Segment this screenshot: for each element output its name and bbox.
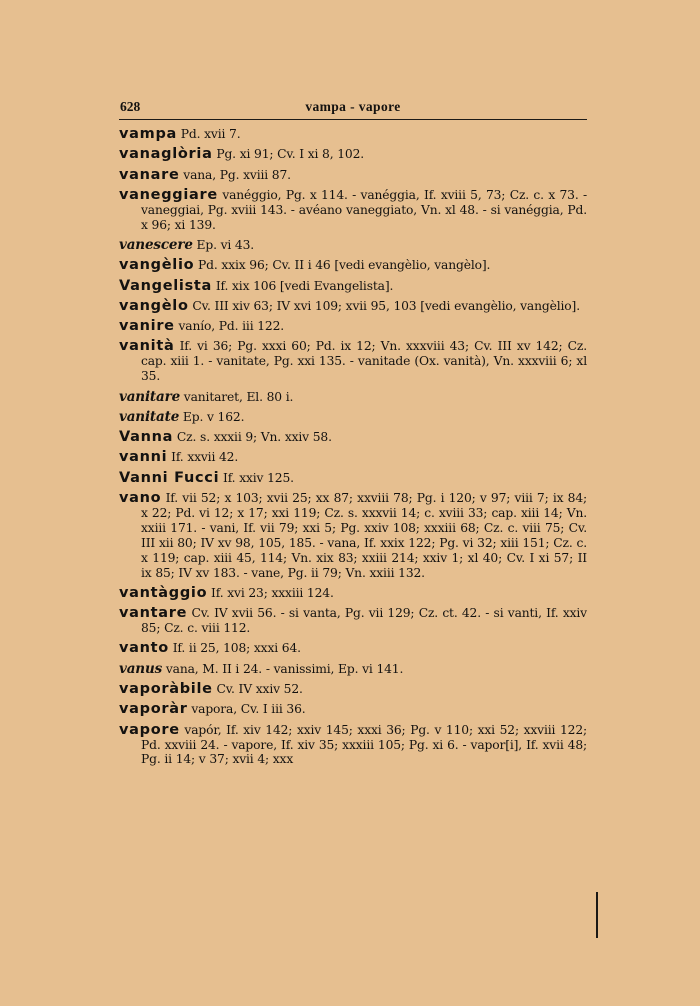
entry [119,641,587,656]
entry-references: Pg. xi 91; Cv. I xi 8, 102. [216,147,364,162]
entry-references: Pd. xvii 7. [180,127,241,141]
entry [119,147,587,162]
entry [119,682,587,697]
entry [119,723,587,768]
entry-references: If. vii 52; x 103; xvii 25; xx 87; xxviii 78; Pg. i 120; v 97; viii 7; ix 84; x 22; Pd. vi 12; x 17; xxi 119; Cz. s. xxxvii 14; c. xviii 33; cap. xiii 14; Vn. xxiii 171. - vani, If. vii 79; xxi 5; Pg. xxiv 108; xxxiii 68; Cz. c. viii 75; Cv. III xii 80; IV xv 98, 105, 185. - vana, If. xxix 122; Pg. vi 32; xiii 151; Cz. c. x 119; cap. xiii 45, 114; Vn. xix 83; xxiii 214; xxiv 1; xl 40; Cv. I xi 57; II ix 85; IV xv 183. - vane, Pg. ii 79; Vn. xxiii 132. [141,491,587,580]
entry-headword: vaporàbile [119,681,213,697]
entry-headword: vanni [119,449,168,466]
entry-references: vana, M. II i 24. - vanissimi, Ep. vi 141. [165,661,404,676]
entry-headword: Vanna [119,429,174,446]
entry-references: If. vi 36; Pg. xxxi 60; Pd. ix 12; Vn. xxxviii 43; Cv. III xv 142; Cz. cap. xiii 1. - vanitate, Pg. xxi 135. - vanitade (Ox. vanità), Vn. xxxviii 6; xl 35. [141,339,587,384]
entry [119,127,587,142]
entry-headword: vanità [119,338,175,355]
entry-headword: vanire [119,318,175,335]
entry [119,586,587,601]
entry [119,238,587,253]
entry-headword: vantare [119,605,188,622]
entry-headword: vapore [119,721,180,738]
entry-references: vapór, If. xiv 142; xxiv 145; xxxi 36; Pg. v 110; xxi 52; xxviii 122; Pd. xxviii 24. - vapore, If. xiv 35; xxxiii 105; Pg. xi 6. - vapor[i], If. xvii 48; Pg. ii 14; v 37; xvii 4; xxx [141,722,587,767]
entry-references: vanío, Pd. iii 122. [178,319,285,334]
entry [119,168,587,183]
entry-headword: vanare [119,166,180,183]
entry-references: Cz. s. xxxii 9; Vn. xxiv 58. [176,430,332,445]
entry-references: Cv. III xiv 63; IV xvi 109; xvii 95, 103 [vedi evangèlio, vangèlio]. [192,298,580,313]
entry [119,606,587,636]
entry-headword: vanto [119,640,169,657]
entry [119,299,587,314]
entry-headword: Vanni Fucci [119,469,220,486]
entry-references: Cv. IV xvii 56. - si vanta, Pg. vii 129; Cz. ct. 42. - si vanti, If. xxiv 85; Cz. c. viii 112. [141,606,587,636]
entry [119,430,587,445]
entry-headword: vanus [119,660,163,677]
entry-headword: vanitate [119,408,180,425]
entry-references: Cv. IV xxiv 52. [216,682,303,696]
page-header [119,97,587,120]
entry-headword: vanescere [119,237,193,253]
entry-headword: vangèlo [119,297,189,314]
entry [119,702,587,717]
entry-references: If. xvi 23; xxxiii 124. [211,585,334,600]
entry-list [119,127,587,767]
entry-references: vapora, Cv. I iii 36. [191,702,306,717]
entry-headword: vano [119,490,162,507]
margin-mark [596,892,598,938]
entry-references: If. xxiv 125. [223,470,294,485]
entry-references: vanéggio, Pg. x 114. - vanéggia, If. xviii 5, 73; Cz. c. x 73. - vaneggiai, Pg. xviii 143. - avéano vaneggiato, Vn. xl 48. - si vanéggia, Pd. x 96; xi 139. [141,187,588,232]
entry-headword: vantàggio [119,584,208,601]
dictionary-page [119,97,587,773]
entry-references: Ep. vi 43. [196,238,255,252]
entry-headword: vaneggiare [119,186,218,203]
entry-references: If. xxvii 42. [171,450,239,465]
page-number: 628 [120,99,141,114]
entry [119,662,587,677]
entry [119,390,587,405]
entry-references: vanitaret, El. 80 i. [183,389,294,404]
entry [119,319,587,334]
running-title: vampa - vapore [305,99,401,114]
entry [119,471,587,486]
entry [119,450,587,465]
entry [119,279,587,294]
entry [119,491,587,580]
entry-headword: vampa [119,126,178,142]
entry-headword: vangèlio [119,257,195,274]
entry [119,339,587,384]
entry-references: Pd. xxix 96; Cv. II i 46 [vedi evangèlio, vangèlo]. [198,258,491,273]
entry-references: If. xix 106 [vedi Evangelista]. [215,278,394,293]
entry-headword: Vangelista [119,277,213,294]
entry-headword: vanitare [119,388,181,405]
entry [119,258,587,273]
entry-references: vana, Pg. xviii 87. [183,167,291,182]
entry-headword: vaporàr [119,701,188,718]
entry [119,410,587,425]
entry [119,188,587,233]
entry-headword: vanaglòria [119,146,213,163]
entry-references: Ep. v 162. [182,409,245,424]
entry-references: If. ii 25, 108; xxxi 64. [172,641,301,656]
